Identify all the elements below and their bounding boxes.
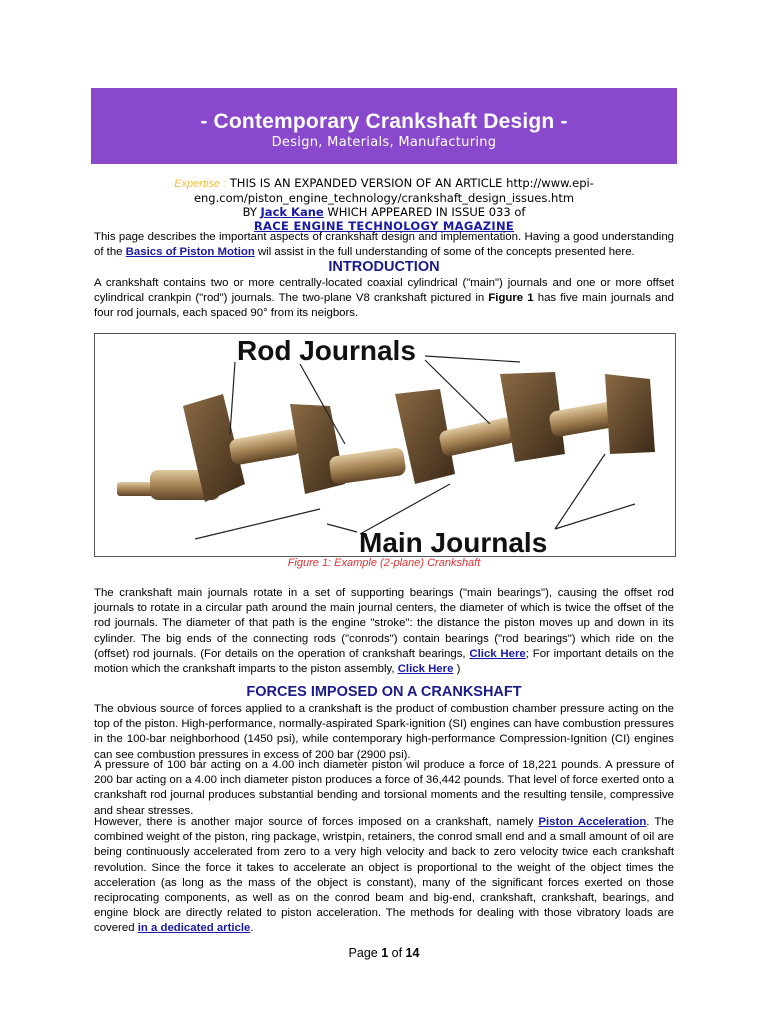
bearings-text-b: ; For important details on the motion which the crankshaft imparts to the piston assembly, (94, 647, 674, 676)
page-subtitle: Design, Materials, Manufacturing (271, 135, 497, 150)
bearings-click-here-link[interactable]: Click Here (469, 647, 526, 660)
author-link[interactable]: Jack Kane (260, 205, 324, 219)
crankshaft-illustration (95, 334, 675, 556)
title-banner (91, 88, 677, 164)
attribution-line-2: eng.com/piston_engine_technology/crankshaft_design_issues.htm (193, 191, 575, 205)
page-footer (0, 946, 768, 960)
page-number: 1 (381, 946, 389, 960)
page-word: Page (348, 946, 382, 960)
dedicated-article-link[interactable]: in a dedicated article (137, 922, 251, 935)
introduction-paragraph (94, 276, 674, 322)
page-total: 14 (405, 946, 420, 960)
main-journal-2 (328, 447, 406, 485)
article-attribution (94, 176, 674, 233)
leader-line (555, 504, 635, 529)
leader-line (195, 509, 320, 539)
forces-p3-text-a: However, there is another major source of forces imposed on a crankshaft, namely (94, 816, 539, 828)
bearings-text-c: ) (453, 663, 461, 676)
figure-reference: Figure 1 (488, 292, 534, 305)
forces-p3-text-b: . The combined weight of the piston, ring package, wristpin, retainers, the conrod small end and a small amount of oil are being continuously accelerated from zero to a very high velocity and back to zero velocity twice each crankshaft revolution. Since the force it takes to accelerate an object is proportional to the weight of the object times the acceleration (as long as the mass of the object is constant), many of the significant forces exerted on those reciprocating components, as well as on the conrod beam and big-end, crankshaft, crankshaft, bearings, and engine block are directly related to piston acceleration. The methods for dealing with those vibratory loads are covered (94, 816, 674, 935)
forces-paragraph-2: A pressure of 100 bar acting on a 4.00 inch diameter piston wil produce a force of 18,221 pounds. A pressure of 200 bar acting on a 4.00 inch diameter piston produces a force of 36,442 pounds. That level of force exerted onto a crankshaft rod journal produces substantial bending and torsional moments and the resulting tensile, compressive and shear stresses. (94, 759, 674, 817)
bearings-text-a: The crankshaft main journals rotate in a set of supporting bearings ("main bearings"), causing the offset rod journals to rotate in a circular path around the main journal centers, the diameter of which is twice the offset of the rod journals. The diameter of that path is the engine "stroke": the distance the piston moves up and down in its cylinder. The big ends of the connecting rods ("conrods") contain bearings ("rod bearings") which ride on the (offset) rod journals. (For details on the operation of crankshaft bearings, (94, 587, 674, 660)
by-suffix: WHICH APPEARED IN ISSUE 033 of (323, 205, 526, 219)
of-word: of (388, 946, 406, 960)
rod-journal-1 (228, 428, 301, 466)
by-prefix: BY (242, 205, 261, 219)
expertise-label: Expertise : (174, 178, 227, 190)
leader-line (555, 454, 605, 529)
introduction-text-a: A crankshaft contains two or more centrally-located coaxial cylindrical ("main") journals and one or more offset cylindrical crankpin ("rod") journals. The two-plane V8 crankshaft pictured in (94, 277, 674, 305)
rod-journal-2 (438, 416, 517, 457)
introduction-heading: INTRODUCTION (328, 259, 440, 275)
magazine-link[interactable]: RACE ENGINE TECHNOLOGY MAGAZINE (253, 219, 515, 233)
leader-line (327, 524, 357, 532)
intro-paragraph (94, 230, 674, 260)
crankshaft-figure (94, 333, 676, 557)
attribution-line-1: THIS IS AN EXPANDED VERSION OF AN ARTICLE http://www.epi- (229, 176, 594, 190)
basics-piston-motion-link[interactable]: Basics of Piston Motion (125, 246, 255, 259)
leader-line (230, 362, 235, 434)
forces-paragraph-1: The obvious source of forces applied to a crankshaft is the product of combustion chamber pressure acting on the top of the piston. High-performance, normally-aspirated Spark-ignition (SI) engines can have combustion pressures in the 100-bar neighborhood (1450 psi), while contemporary high-performance Compression-Ignition (CI) engines can see combustion pressures in excess of 200 bar (2900 psi). (94, 703, 674, 761)
leader-line (425, 356, 520, 362)
page-title: - Contemporary Crankshaft Design - (200, 110, 568, 133)
rod-journals-label: Rod Journals (237, 335, 416, 366)
counterweight-5 (605, 374, 655, 454)
bearings-paragraph (94, 586, 674, 677)
piston-acceleration-link[interactable]: Piston Acceleration (538, 816, 647, 828)
intro-text-a: This page describes the important aspects of crankshaft design and implementation. Having a good understanding of the (94, 231, 674, 259)
motion-click-here-link[interactable]: Click Here (397, 663, 454, 676)
figure-caption: Figure 1: Example (2-plane) Crankshaft (287, 557, 481, 569)
introduction-text-b: has five main journals and four rod journals, each spaced 90° from its neigbors. (94, 292, 674, 320)
intro-text-b: wil assist in the full understanding of some of the concepts presented here. (254, 246, 635, 259)
forces-heading: FORCES IMPOSED ON A CRANKSHAFT (246, 684, 522, 700)
main-journals-label: Main Journals (359, 527, 548, 556)
forces-p3-text-c: . (250, 922, 254, 935)
forces-paragraph-3 (94, 815, 674, 937)
